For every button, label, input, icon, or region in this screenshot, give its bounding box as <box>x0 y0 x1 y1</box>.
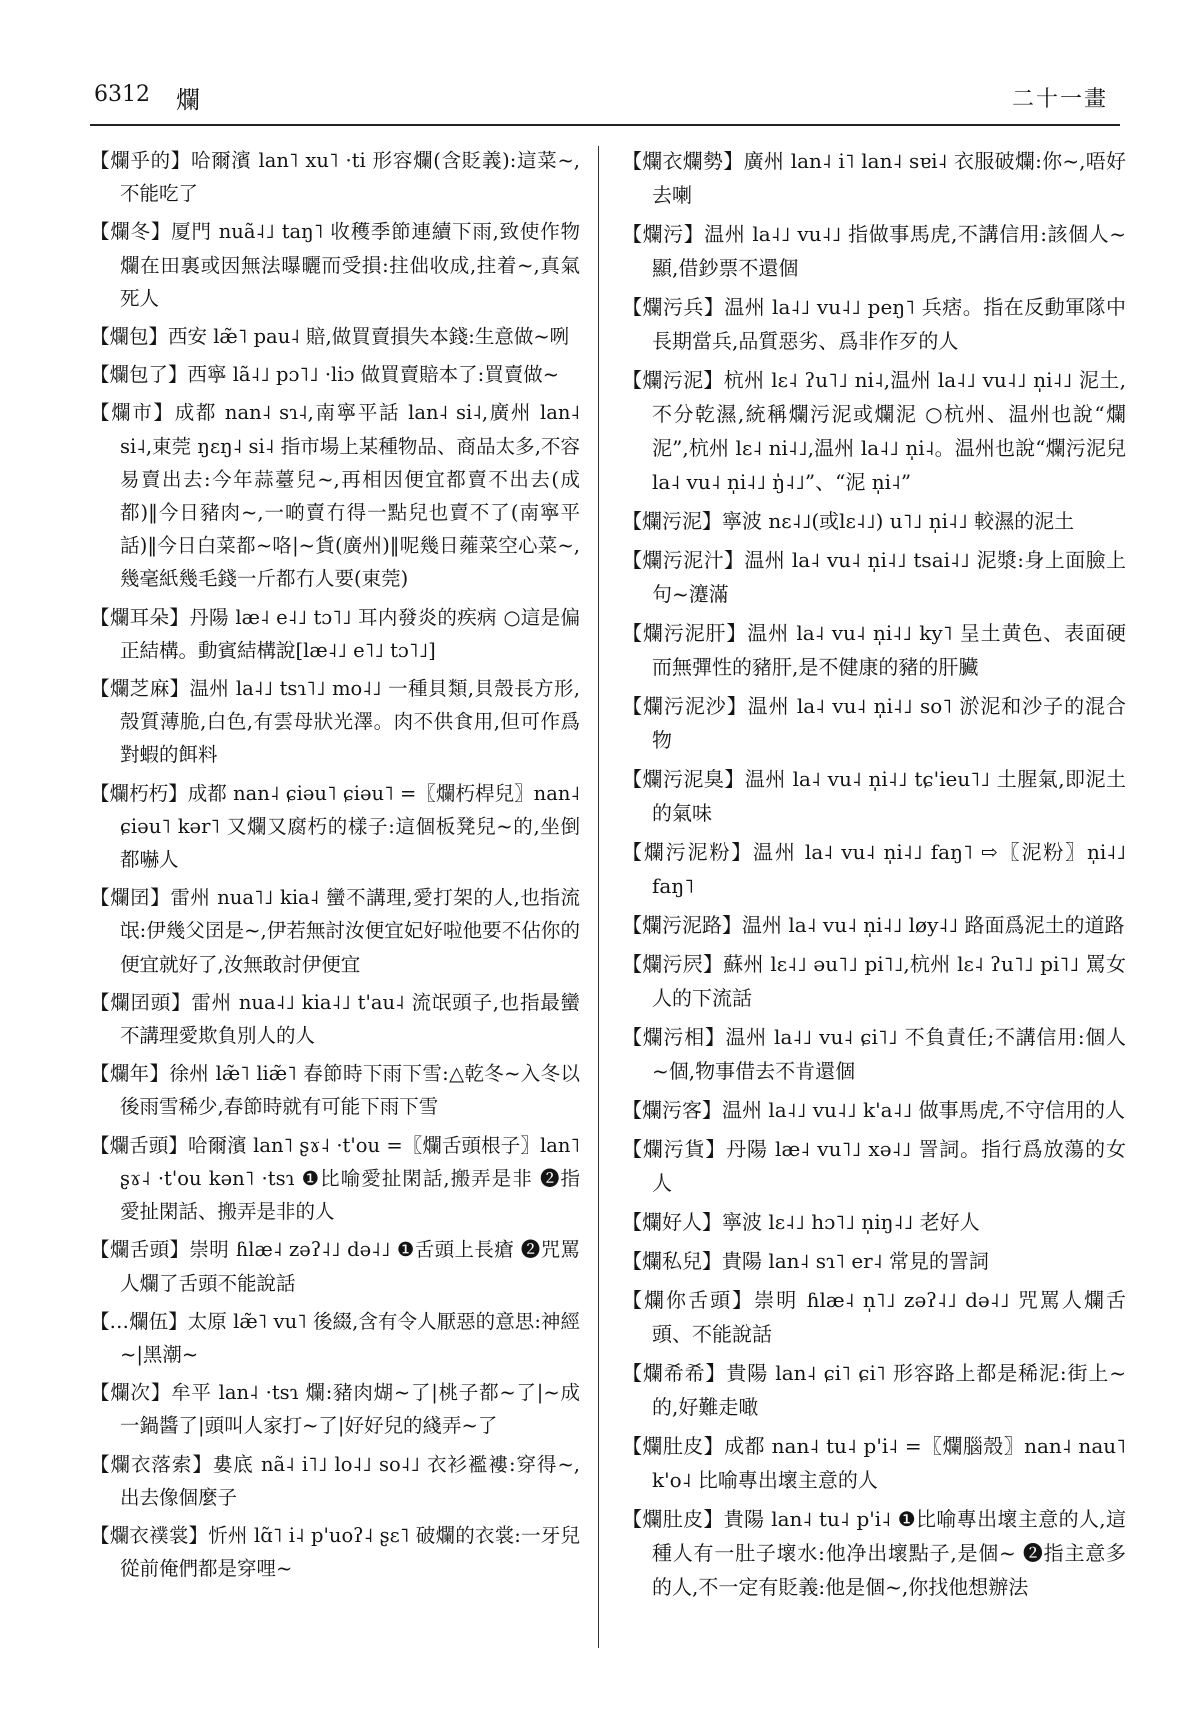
dictionary-entry: 【爛肚皮】貴陽 lan˨ tu˨ p'i˨ ❶比喻專出壞主意的人,這種人有一肚子壞水:他净出壞點子,是個~ ❷指主意多的人,不一定有貶義:他是個~,你找他想辦法 <box>622 1507 1126 1599</box>
dictionary-entry: 【爛污】温州 la˨˩ vu˨˩ 指做事馬虎,不講信用:該個人~顯,借鈔票不還個 <box>622 222 1126 280</box>
dictionary-entry: 【爛耳朵】丹陽 læ˨ e˨˩ tɔ˥˩ 耳内發炎的疾病 ○這是偏正結構。動賓結構說[læ˨˩ e˥˩ tɔ˥˩] <box>90 605 580 662</box>
dictionary-entry: 【爛污泥】杭州 lɛ˨ ʔu˥˩ ni˨,温州 la˨˩ vu˨˩ n̩i˨˩ 泥土,不分乾濕,統稱爛污泥或爛泥 ○杭州、温州也說“爛泥”,杭州 lɛ˨ ni˨˩,温州 la˨˩ n̩i˨。温州也說“爛污泥兒 la˨ vu˨ n̩i˨˩ ŋ̍˨˩”、“泥 n̩i˨” <box>622 368 1126 494</box>
dictionary-entry: 【爛包】西安 læ̃˥ pau˨ 賠,做買賣損失本錢:生意做~咧 <box>90 325 570 349</box>
dictionary-entry: 【爛肚皮】成都 nan˨ tu˨ p'i˨ =〖爛腦殼〗nan˨ nau˥ k'o˨ 比喻專出壞主意的人 <box>622 1434 1126 1492</box>
dictionary-entry: 【爛衣落索】婁底 nã˨ i˥˩ lo˨˩ so˨˩ 衣衫襤褸:穿得~,出去像個麼子 <box>90 1452 580 1509</box>
dictionary-entry: 【爛衣爛勢】廣州 lan˨ i˥ lan˨ sɐi˨ 衣服破爛:你~,唔好去喇 <box>622 149 1126 207</box>
dictionary-entry: 【爛市】成都 nan˨ sɿ˨,南寧平話 lan˨ si˨,廣州 lan˨ si˨,東莞 ŋɛŋ˨ si˨ 指市場上某種物品、商品太多,不容易賣出去:今年蒜薹兒~,再相因便宜都賣不出去(成都)‖今日豬肉~,一啲賣冇得一點兒也賣不了(南寧平話)‖今日白菜都~咯|~貨(廣州)‖呢幾日蕹菜空心菜~,幾毫紙幾毛錢一斤都冇人要(東莞) <box>90 401 580 591</box>
dictionary-entry: 【爛朽朽】成都 nan˨ ɕiəu˥ ɕiəu˥ =〖爛朽桿兒〗nan˨ ɕiəu˥ kər˥ 又爛又腐朽的樣子:這個板凳兒~的,坐倒都嚇人 <box>90 781 580 872</box>
dictionary-entry: 【爛污泥汁】温州 la˨ vu˨ n̩i˨˩ tsai˨˩ 泥漿:身上面臉上句~瀽滿 <box>622 548 1126 606</box>
dictionary-entry: 【爛污泥粉】温州 la˨ vu˨ n̩i˨˩ faŋ˥ ⇨〖泥粉〗n̩i˨˩ faŋ˥ <box>622 840 1126 898</box>
left-column <box>90 144 580 1590</box>
right-column <box>622 144 1126 1609</box>
dictionary-entry: 【爛污泥】寧波 nɛ˨˩(或lɛ˨˩) u˥˩ n̩i˨˩ 較濕的泥土 <box>622 509 1075 533</box>
dictionary-entry: 【爛囝頭】雷州 nua˨˩ kia˨˩ t'au˨ 流氓頭子,也指最蠻不講理愛欺負別人的人 <box>90 990 580 1048</box>
dictionary-entry: 【爛舌頭】崇明 ɦlæ˨ zəʔ˨˩ də˨˩ ❶舌頭上長瘡 ❷咒罵人爛了舌頭不能說話 <box>90 1238 580 1295</box>
dictionary-entry: 【爛冬】厦門 nuã˨˩ taŋ˥ 收穫季節連續下雨,致使作物爛在田裏或因無法曝曬而受損:拄㑁收成,拄着~,真氣死人 <box>90 220 580 310</box>
dictionary-entry: 【爛希希】貴陽 lan˨ ɕi˥ ɕi˥ 形容路上都是稀泥:街上~的,好難走噉 <box>622 1361 1126 1419</box>
dictionary-entry: 【爛舌頭】哈爾濱 lan˥ ʂɤ˨ ·t'ou =〖爛舌頭根子〗lan˥ ʂɤ˨ ·t'ou kən˥ ·tsɿ ❶比喻愛扯閑話,搬弄是非 ❷指愛扯閑話、搬弄是非的人 <box>90 1133 580 1224</box>
dictionary-entry: 【爛芝麻】温州 la˨˩ tsɿ˥˩ mo˨˩ 一種貝類,貝殼長方形,殼質薄脆,白色,有雲母狀光澤。肉不供食用,但可作爲對蝦的餌料 <box>90 677 580 767</box>
dictionary-entry: 【爛污兵】温州 la˨˩ vu˨˩ peŋ˥ 兵痞。指在反動軍隊中長期當兵,品質惡劣、爲非作歹的人 <box>622 295 1126 353</box>
dictionary-entry: 【爛污泥沙】温州 la˨ vu˨ n̩i˨˩ so˥ 淤泥和沙子的混合物 <box>622 694 1126 752</box>
header-headword: 爛 <box>176 86 200 114</box>
page-number: 6312 <box>94 82 150 107</box>
dictionary-entry: 【…爛伍】太原 læ̃˥ vu˥ 後綴,含有令人厭惡的意思:神經~|黑潮~ <box>90 1309 580 1366</box>
page-header <box>90 82 1120 122</box>
dictionary-entry: 【爛污泥臭】温州 la˨ vu˨ n̩i˨˩ tɕ'ieu˥˩ 土腥氣,即泥土的氣味 <box>622 767 1126 825</box>
dictionary-entry: 【爛私兒】貴陽 lan˨ sɿ˥ er˨ 常見的詈詞 <box>622 1249 989 1273</box>
stroke-count-section: 二十一畫 <box>1011 87 1108 112</box>
dictionary-entry: 【爛污相】温州 la˨˩ vu˨ ɕi˥˩ 不負責任;不講信用:個人~個,物事借去不肯還個 <box>622 1025 1126 1083</box>
dictionary-entry: 【爛污貨】丹陽 læ˨ vu˥˩ xə˨˩ 詈詞。指行爲放蕩的女人 <box>622 1137 1126 1195</box>
dictionary-entry: 【爛年】徐州 læ̃˥ liæ̃˥ 春節時下雨下雪:△乾冬~入冬以後雨雪稀少,春節時就有可能下雨下雪 <box>90 1062 580 1119</box>
dictionary-entry: 【爛包了】西寧 lã˨˩ pɔ˥˩ ·liɔ 做買賣賠本了:買賣做~ <box>90 363 560 387</box>
header-rule <box>90 124 1120 126</box>
dictionary-entry: 【爛乎的】哈爾濱 lan˥ xu˥ ·ti 形容爛(含貶義):這菜~,不能吃了 <box>90 149 580 206</box>
dictionary-entry: 【爛污屄】蘇州 lɛ˨˩ əu˥˩ pi˥˩,杭州 lɛ˨ ʔu˥˩ pi˥˩ 罵女人的下流話 <box>622 952 1126 1010</box>
dictionary-entry: 【爛污泥路】温州 la˨ vu˨ n̩i˨˩ løy˨˩ 路面爲泥土的道路 <box>622 913 1125 937</box>
dictionary-entry: 【爛囝】雷州 nua˥˩ kia˨ 蠻不講理,愛打架的人,也指流氓:伊幾父囝是~,伊若無討汝便宜妃好啦他要不佔你的便宜就好了,汝無敢討伊便宜 <box>90 886 580 976</box>
column-divider <box>598 146 599 1648</box>
dictionary-entry: 【爛你舌頭】崇明 ɦlæ˨ n̩˥˩ zəʔ˨˩ də˨˩ 咒罵人爛舌頭、不能說話 <box>622 1288 1126 1346</box>
dictionary-entry: 【爛衣襆裳】忻州 lɑ̃˥ i˨ p'uoʔ˨ ʂɛ˥ 破爛的衣裳:一牙兒從前俺們都是穿哩~ <box>90 1523 580 1581</box>
dictionary-entry: 【爛污客】温州 la˨˩ vu˨˩ k'a˨˩ 做事馬虎,不守信用的人 <box>622 1098 1126 1122</box>
dictionary-entry: 【爛好人】寧波 lɛ˨˩ hɔ˥˩ n̩iŋ˨˩ 老好人 <box>622 1210 980 1234</box>
dictionary-entry: 【爛次】牟平 lan˨ ·tsɿ 爛:豬肉煳~了|桃子都~了|~成一鍋醬了|頭叫人家打~了|好好兒的綫弄~了 <box>90 1381 580 1438</box>
dictionary-entry: 【爛污泥肝】温州 la˨ vu˨ n̩i˨˩ ky˥ 呈土黄色、表面硬而無彈性的豬肝,是不健康的豬的肝臟 <box>622 621 1126 679</box>
